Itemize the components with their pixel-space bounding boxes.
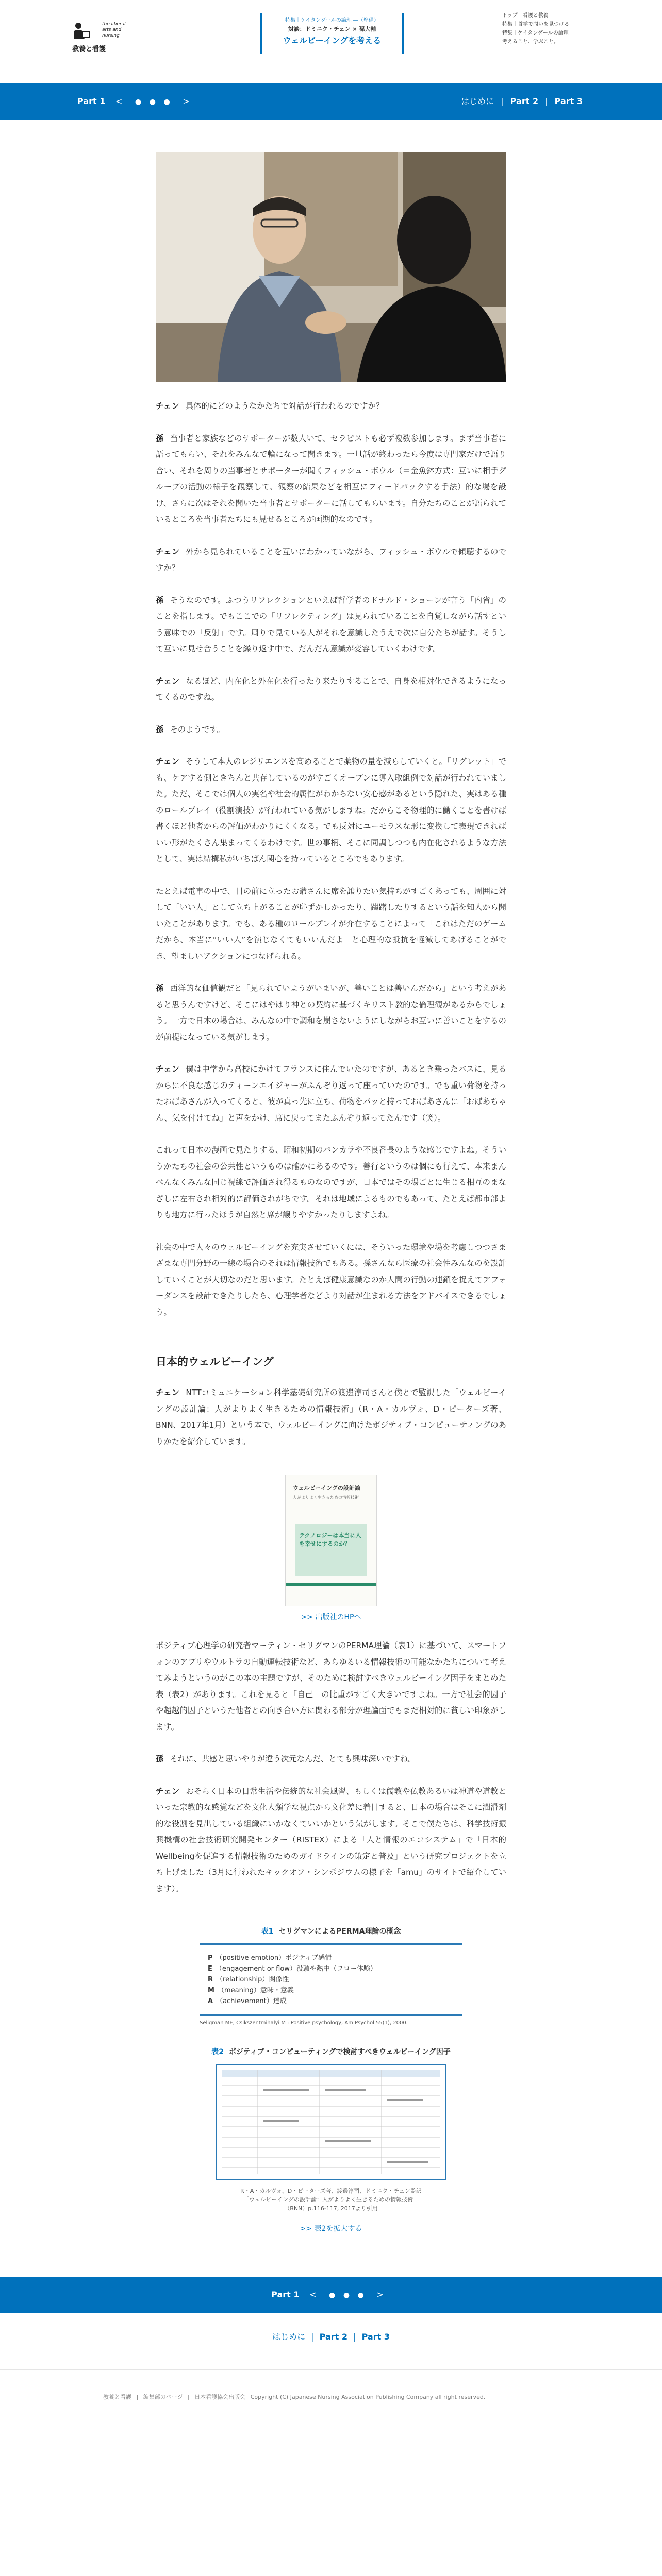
dialogue-photo [156, 152, 506, 382]
book-cover-title: ウェルビーイングの設計論 [293, 1485, 360, 1492]
part-label: Part 1 [77, 96, 106, 106]
book-cover-subtitle: 人がよりよく生きるための情報技術 [293, 1495, 359, 1500]
article-body [156, 120, 506, 2233]
footer-separator: | [136, 2394, 139, 2400]
speaker-label: チェン [156, 401, 179, 411]
dialogue-paragraph: 孫 そのようです。 [156, 724, 225, 734]
dialogue-paragraph: ポジティブ心理学の研究者マーティン・セリグマンのPERMA理論（表1）に基づいて、スマートフォンのアプリやウルトラの自動運転技術など、あらゆるいる情報技術の可能なかたちについて考えてみようというのがこの本の主題ですが、そのために検討すべきウェルビーイング因子をまとめた表（表2）があります。これを見ると「自己」の比重がすごく大きいですよね。一方で社会的因子や超越的因子というた他者との向き合い方に関わる部分が理論面でもまだ相対的に貧しい印象がします。 [156, 1641, 506, 1732]
footer-editorial-link[interactable]: 編集部のページ [143, 2394, 183, 2400]
dialogue-paragraph: チェン そうして本人のレジリエンスを高めることで薬物の量を減らしていくと。「リグレット」でも、ケアする側ときちんと共存しているのがすごくオープンに導入取組例で対話が行われていました。ただ、そこでは個人の実名や社会的属性がわからない安心感があるという隠れた、実はある種のロールプレイ（役割演技）が行われている気がしますね。だからこそ物理的に働くことを書けば書くほど他者からの評価がわかりにくくなる。でも反対にユーモラスな形に変換して表現できればいい形がたくさん集まってくるわけです。世の事柄、そこに同調しつつも内在化されるような方法として、実は結構私がいちばん関心を持っているところでもあります。 [156, 757, 507, 863]
perma-row: M （meaning）意味・意義 [208, 1987, 294, 1994]
table2-label: 表2 [211, 2048, 224, 2056]
speaker-label: チェン [156, 1064, 180, 1074]
link-separator: | [311, 2332, 314, 2342]
prev-arrow-icon[interactable]: < [309, 2290, 317, 2299]
part3-link[interactable]: Part 3 [554, 96, 583, 106]
part-links [459, 83, 585, 120]
footer-home-link[interactable]: 教養と看護 [103, 2394, 131, 2400]
perma-table [200, 1943, 462, 2016]
speaker-label: 孫 [156, 984, 164, 993]
book-cover-catch: テクノロジーは本当に人を幸せにするのか？ [299, 1532, 361, 1547]
dialogue-paragraph: 孫 西洋的な価値観だと「見られていようがいまいが、善いことは善いんだから」という考えがあると思うんですけど、そこにはやはり神との契約に基づくキリスト教的な倫理観があるからでしょう。一方で日本の場合は、みんなの中で調和を崩さないようにしながらお互いに善いことをするのが前提になっている気がします。 [156, 984, 506, 1042]
speaker-label: 孫 [156, 1754, 164, 1764]
feature-label: 特集｜ケイタンダールの論理 ―（準備） [285, 18, 379, 23]
page-dot[interactable]: ● [329, 2291, 336, 2299]
part2-link[interactable]: Part 2 [510, 96, 539, 106]
publisher-link[interactable]: >> 出版社のHPへ [301, 1613, 361, 1621]
logo-subtitle: the liberal arts and nursing [102, 22, 126, 38]
prev-arrow-icon[interactable]: < [115, 96, 123, 106]
dialogue-paragraph: 孫 当事者と家族などのサポーターが数人いて、セラピストも必ず複数参加します。まず当事者に語ってもらい、それをみんなで輪になって聞きます。一旦話が終わったら今度は専門家だけで語り合い、それを周りの当事者とサポーターが聞くフィッシュ・ボウル（＝金魚鉢方式：互いに相手グループの活動の様子を観察して、観察の結果などを相互にフィードバックする手法）的な場を設け、さらに次はそれを聞いた当事者とサポーターに話してもらいます。自分たちのことが語られているところを当事者たちにも見せるところが画期的なのです。 [156, 433, 506, 524]
dialogue-photo-illustration [156, 152, 506, 382]
part-label: Part 1 [271, 2290, 300, 2299]
dialogue-paragraph: 社会の中で人々のウェルビーイングを充実させていくには、そういった環境や場を考慮しつつさまざまな専門分野の一線の場合のそれは情報技術でもある。孫さんなら医療の社会性みんなのを設計していくことが大切なのだと思います。たとえば健康意識なのか人間の行動の連鎖を捉えてアフォーダンスを設計できたりしたら、心理学者などより対話が生まれる方法をアドバイスできるでしょう。 [156, 1242, 506, 1317]
perma-row: R （relationship）関係性 [208, 1976, 289, 1984]
reading-figure-icon [72, 22, 91, 42]
page-dot[interactable]: ● [357, 2291, 364, 2299]
dialogue-paragraph: 孫 それに、共感と思いやりが違う次元なんだ、とても興味深いですね。 [156, 1754, 416, 1764]
speaker-label: 孫 [156, 724, 164, 734]
dialogue-label: 対談：ドミニク・チェン × 孫大輔 [288, 26, 376, 32]
speaker-label: チェン [156, 676, 180, 686]
speaker-label: 孫 [156, 433, 164, 443]
part-nav-bottom [0, 2277, 662, 2313]
enlarge-table2-link[interactable]: >> 表2を拡大する [300, 2225, 362, 2233]
footer-separator: | [188, 2394, 190, 2400]
intro-link[interactable]: はじめに [272, 2332, 306, 2342]
part-pager [77, 83, 197, 120]
article-header-title [260, 13, 404, 54]
footer-publisher-link[interactable]: 日本看護協会出版会 [194, 2394, 246, 2400]
speaker-label: チェン [156, 547, 180, 556]
table2-image[interactable] [216, 2064, 446, 2180]
intro-link[interactable]: はじめに [461, 96, 494, 106]
part3-link[interactable]: Part 3 [361, 2332, 390, 2342]
article-title: ウェルビーイングを考える [283, 36, 382, 45]
header-menu-item[interactable]: トップ｜看護と教養 [502, 13, 549, 19]
table1-figure [156, 1926, 506, 2026]
site-logo[interactable] [72, 20, 134, 53]
table1-source: Seligman ME, Csikszentmihalyi M : Positive psychology, Am Psychol 55(1), 2000. [200, 2020, 408, 2026]
next-arrow-icon[interactable]: > [376, 2290, 384, 2299]
table1-label: 表1 [261, 1927, 274, 1936]
dialogue-paragraph: チェン なるほど、内在化と外在化を行ったり来たりすることで、自身を相対化できるようになってくるのですね。 [156, 676, 506, 702]
link-separator: | [545, 96, 548, 106]
table2-caption: R・A・カルヴォ、D・ピーターズ著、渡邊淳司、ドミニク・チェン監訳 「ウェルビーイングの設計論：人がよりよく生きるための情報技術」 （BNN）p.116-117, 2017より引用 [240, 2188, 422, 2212]
perma-row: E （engagement or flow）没頭や熱中（フロー体験） [208, 1965, 377, 1973]
header-menu [502, 11, 590, 46]
link-separator: | [353, 2332, 356, 2342]
dialogue-paragraph: これって日本の漫画で見たりする、昭和初期のバンカラや不良番長のような感じですよね。そういうかたちの社会の公共性というものは確かにあるのです。善行というのは個にも行えて、本来まんべんなくみんな同じ視線で評価され得るものなのですが、日本ではその場ごとに生じる相互のまなざしに左右され相対的に評価されがちです。それは地域によるものでもあって、たとえば都市部よりも地方に行ったほうが自然と席が譲りやすかったりしますよね。 [156, 1145, 506, 1219]
table2-figure [156, 2046, 506, 2233]
header-menu-item[interactable]: 考えること、学ぶこと。 [502, 39, 559, 45]
table2-title: 表2 ポジティブ・コンピューティングで検討すべきウェルビーイング因子 [211, 2048, 451, 2056]
dialogue-paragraph: チェン 僕は中学から高校にかけてフランスに住んでいたのですが、あるとき乗ったバスに、見るからに不良な感じのティーンエイジャーがふんぞり返って座っていたのです。でも重い荷物を持ったおばあさんが入ってくると、彼が真っ先に立ち、荷物をパッと持っておばあさんに「おばあちゃん、気を付けてね」と声をかけ、席に戻ってまたふんぞり返ってたんです（笑）。 [156, 1064, 506, 1123]
site-footer [0, 2369, 662, 2423]
table1-title: 表1 セリグマンによるPERMA理論の概念 [261, 1927, 401, 1936]
header-menu-item[interactable]: 特集｜ケイタンダールの論理 [502, 30, 569, 36]
dialogue-paragraph: 孫 そうなのです。ふつうリフレクションといえば哲学者のドナルド・ショーンが言う「内省」のことを指します。でもここでの「リフレクティング」は見られていることを自覚しながら話すという意味での「反射」です。周りで見ている人がそれを意識したうえで次に自分たちが話す。そうして互いに見せ合うことを繰り返す中で、だんだん意識が変容していくわけです。 [156, 595, 506, 653]
speaker-label: チェン [156, 1786, 180, 1796]
page-dot[interactable]: ● [149, 98, 156, 106]
dialogue-paragraph: チェン おそらく日本の日常生活や伝統的な社会風習、もしくは儒教や仏教あるいは神道や道教といった宗教的な感覚などを文化人類学な視点から文化差に着目すると、日本の場合はそこに潤滑剤的な役割を見出している組織にいかなくていいかという気がします。そこで僕たちは、科学技術振興機構の社会技術研究開発センター（RISTEX）による「人と情報のエコシステム」で「日本的Wellbeingを促進する情報技術のためのガイドラインの策定と普及」という研究プロジェクトを立ち上げました（3月に行われたキックオフ・シンポジウムの様子を「amu」のサイトで紹介しています）。 [156, 1786, 506, 1893]
page-dot[interactable]: ● [163, 98, 170, 106]
speaker-label: チェン [156, 757, 179, 766]
part-nav-top [0, 83, 662, 120]
bottom-part-links [0, 2330, 662, 2369]
link-separator: | [501, 96, 504, 106]
page-dot[interactable]: ● [343, 2291, 350, 2299]
header-menu-item[interactable]: 特集｜哲学で問いを見つける [502, 22, 569, 27]
perma-row: A （achievement）達成 [208, 1997, 287, 2005]
footer-links [103, 2393, 488, 2401]
site-header [0, 0, 662, 83]
dialogue-paragraph: たとえば電車の中で、目の前に立ったお爺さんに席を譲りたい気持ちがすごくあっても、周囲に対して「いい人」として立ち上がることが恥ずかしかったり、躊躇したりするという話を知人から聞いたことがあります。でも、ある種のロールプレイが介在することによって「これはただのゲームだから、本当に“いい人”を演じなくてもいいんだよ」と心理的な抵抗を軽減してあげることができ、望ましいアクションにつなげられる。 [156, 886, 506, 961]
dialogue-paragraph: チェン 外から見られていることを互いにわかっていながら、フィッシュ・ボウルで傾聴するのですか？ [156, 547, 507, 572]
dialogue-paragraph: チェン 具体的にどのようなかたちで対話が行われるのですか？ [156, 401, 384, 411]
perma-row: P （positive emotion）ポジティブ感情 [208, 1954, 332, 1962]
part2-link[interactable]: Part 2 [319, 2332, 347, 2342]
page-dot[interactable]: ● [135, 98, 142, 106]
next-arrow-icon[interactable]: > [183, 96, 190, 106]
copyright-text: Copyright (C) Japanese Nursing Association Publishing Company all right reserved. [250, 2394, 486, 2400]
logo-title: 教養と看護 [72, 45, 106, 53]
speaker-label: 孫 [156, 595, 164, 605]
table2-thumbnail [217, 2065, 445, 2179]
book-cover[interactable] [285, 1475, 377, 1606]
section-heading: 日本的ウェルビーイング [156, 1355, 274, 1368]
dialogue-paragraph: チェン NTTコミュニケーション科学基礎研究所の渡邊淳司さんと僕とで監訳した「ウェルビーイングの設計論：人がよりよく生きるための情報技術」（R・A・カルヴォ、D・ピーターズ著、BNN、2017年1月）という本で、ウェルビーイングに向けたポジティブ・コンピューティングのありかたを紹介しています。 [156, 1388, 507, 1446]
book-block [285, 1475, 377, 1622]
speaker-label: チェン [156, 1388, 180, 1397]
